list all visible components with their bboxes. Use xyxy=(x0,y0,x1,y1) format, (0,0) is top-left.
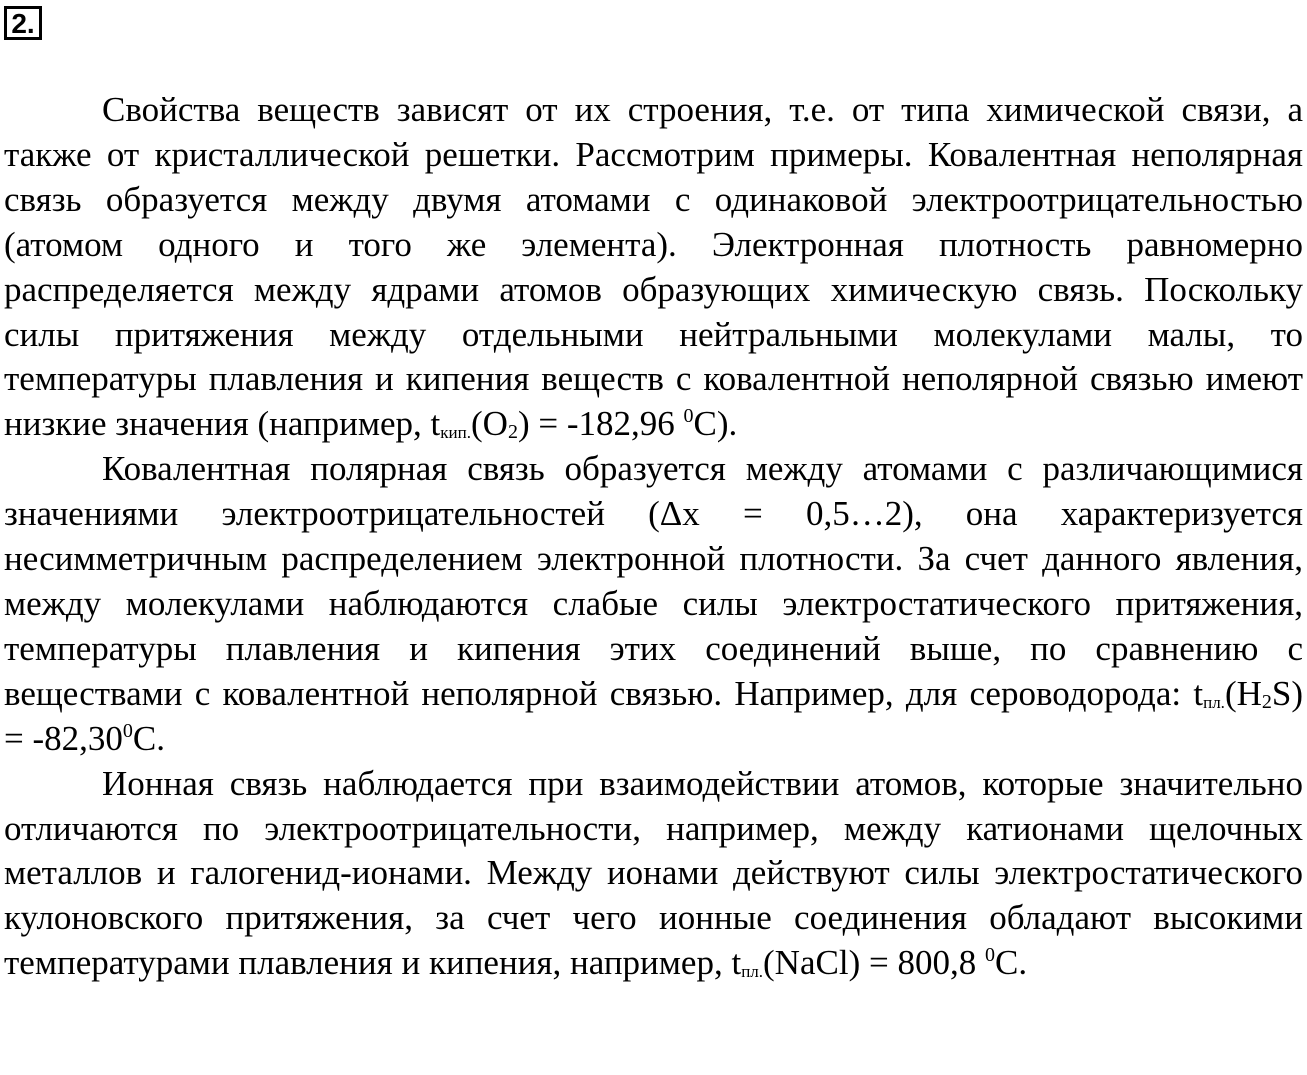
degree-superscript: 0 xyxy=(984,944,995,967)
degree-superscript: 0 xyxy=(122,719,133,742)
formula-close: S) = -82,30 xyxy=(4,673,1303,758)
temperature-subscript: кип. xyxy=(440,423,471,443)
formula: (NaCl) = 800,8 xyxy=(763,943,985,983)
paragraph-text: Ионная связь наблюдается при взаимодействии атомов, которые значительно отличаются по электроотрицательности, например, между катионами щелочных металлов и галогенид-ионами. Между ионами действуют силы электростатического кулоновского притяжения, за счет чего ионные соединения обладают высокими температурами плавления и кипения, например, t xyxy=(4,763,1303,983)
section-number: 2. xyxy=(4,6,42,40)
unit-end: C). xyxy=(693,404,738,444)
formula-subscript: 2 xyxy=(507,421,518,444)
temperature-subscript: пл. xyxy=(741,962,764,982)
formula-open: (O xyxy=(471,404,508,444)
unit-end: C. xyxy=(994,943,1028,983)
document-body xyxy=(4,88,1303,986)
formula-close: ) = -182,96 xyxy=(517,404,684,444)
paragraph-text: Свойства веществ зависят от их строения, т.е. от типа химической связи, а также от кристаллической решетки. Рассмотрим примеры. Ковалентная неполярная связь образуется между двумя атомами с одинаковой электроотрицательностью (атомом одного и того же элемента). Электронная плотность равномерно распределяется между ядрами атомов образующих химическую связь. Поскольку силы притяжения между отдельными нейтральными молекулами малы, то температуры плавления и кипения веществ с ковалентной неполярной связью имеют низкие значения (например, t xyxy=(4,90,1303,444)
paragraph-ionic xyxy=(4,762,1303,987)
degree-superscript: 0 xyxy=(683,405,694,428)
paragraph-covalent-polar xyxy=(4,447,1303,761)
formula-subscript: 2 xyxy=(1261,690,1272,713)
formula-open: (H xyxy=(1224,673,1262,713)
unit-end: C. xyxy=(132,718,166,758)
temperature-subscript: пл. xyxy=(1203,692,1225,712)
paragraph-text: Ковалентная полярная связь образуется между атомами с различающимися значениями электроотрицательностей (Δx = 0,5…2), она характеризуется несимметричным распределением электронной плотности. За счет данного явления, между молекулами наблюдаются слабые силы электростатического притяжения, температуры плавления и кипения этих соединений выше, по сравнению с веществами с ковалентной неполярной связью. Например, для сероводорода: t xyxy=(4,449,1303,713)
paragraph-covalent-nonpolar xyxy=(4,88,1303,447)
